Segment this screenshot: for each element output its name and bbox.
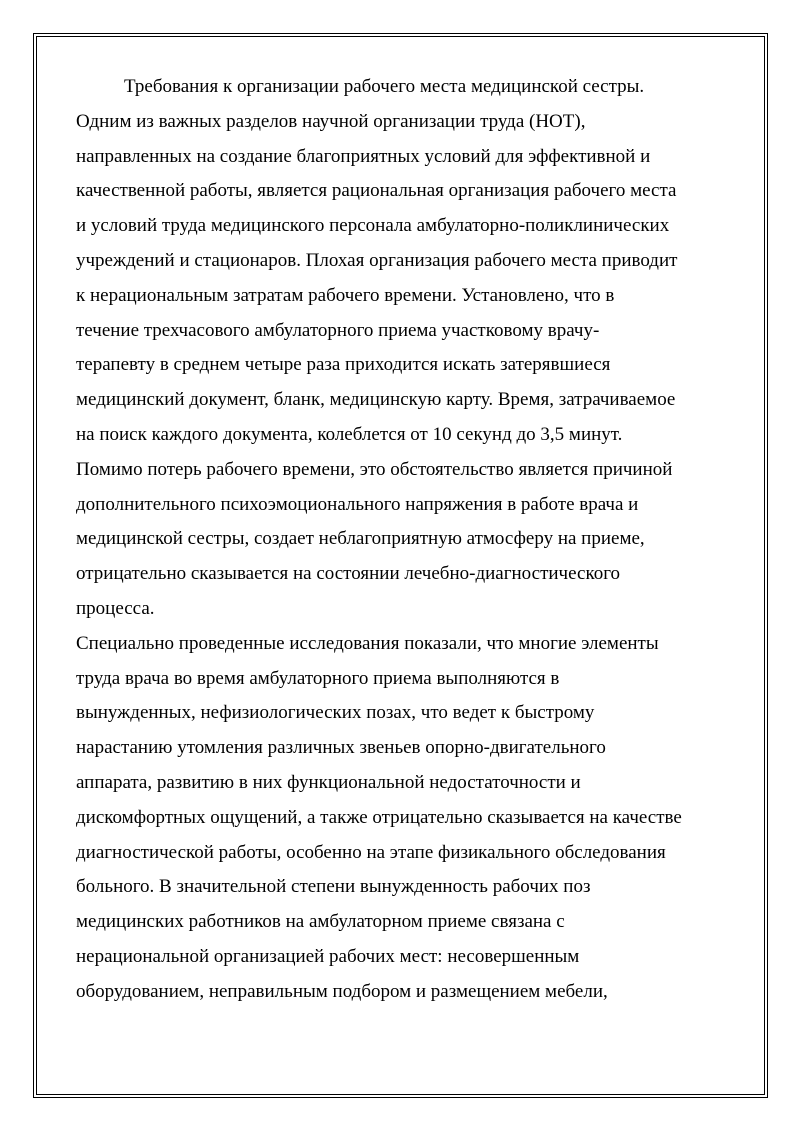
- text-line: направленных на создание благоприятных условий для эффективной и: [76, 145, 651, 167]
- text-line: и условий труда медицинского персонала амбулаторно-поликлинических: [76, 215, 670, 237]
- text-line: отрицательно сказывается на состоянии лечебно-диагностического: [76, 563, 621, 585]
- text-line: течение трехчасового амбулаторного приема участковому врачу-: [76, 319, 600, 341]
- text-line: медицинской сестры, создает неблагоприятную атмосферу на приеме,: [76, 528, 645, 550]
- text-line: больного. В значительной степени вынужденность рабочих поз: [76, 876, 591, 898]
- text-line: качественной работы, является рациональная организация рабочего места: [76, 180, 677, 202]
- text-line: медицинских работников на амбулаторном приеме связана с: [76, 911, 565, 933]
- document-body: [76, 70, 736, 1010]
- text-line: на поиск каждого документа, колеблется от 10 секунд до 3,5 минут.: [76, 423, 623, 445]
- text-line: терапевту в среднем четыре раза приходится искать затерявшиеся: [76, 354, 611, 376]
- text-line: дискомфортных ощущений, а также отрицательно сказывается на качестве: [76, 806, 682, 828]
- text-line: Помимо потерь рабочего времени, это обстоятельство является причиной: [76, 458, 673, 480]
- text-line: дополнительного психоэмоционального напряжения в работе врача и: [76, 493, 639, 515]
- text-line: медицинский документ, бланк, медицинскую карту. Время, затрачиваемое: [76, 389, 676, 411]
- text-line: нерациональной организацией рабочих мест: несовершенным: [76, 945, 580, 967]
- text-line: к нерациональным затратам рабочего времени. Установлено, что в: [76, 284, 615, 306]
- text-line: оборудованием, неправильным подбором и размещением мебели,: [76, 980, 608, 1002]
- text-line: процесса.: [76, 597, 155, 619]
- document-heading: Требования к организации рабочего места медицинской сестры.: [124, 76, 645, 97]
- text-line: аппарата, развитию в них функциональной недостаточности и: [76, 771, 581, 793]
- text-line: нарастанию утомления различных звеньев опорно-двигательного: [76, 737, 606, 759]
- text-line: Специально проведенные исследования показали, что многие элементы: [76, 632, 659, 654]
- text-line: вынужденных, нефизиологических позах, что ведет к быстрому: [76, 702, 595, 724]
- text-line: труда врача во время амбулаторного приема выполняются в: [76, 667, 560, 689]
- text-line: Одним из важных разделов научной организации труда (НОТ),: [76, 110, 586, 132]
- text-line: учреждений и стационаров. Плохая организация рабочего места приводит: [76, 249, 678, 271]
- text-line: диагностической работы, особенно на этапе физикального обследования: [76, 841, 666, 863]
